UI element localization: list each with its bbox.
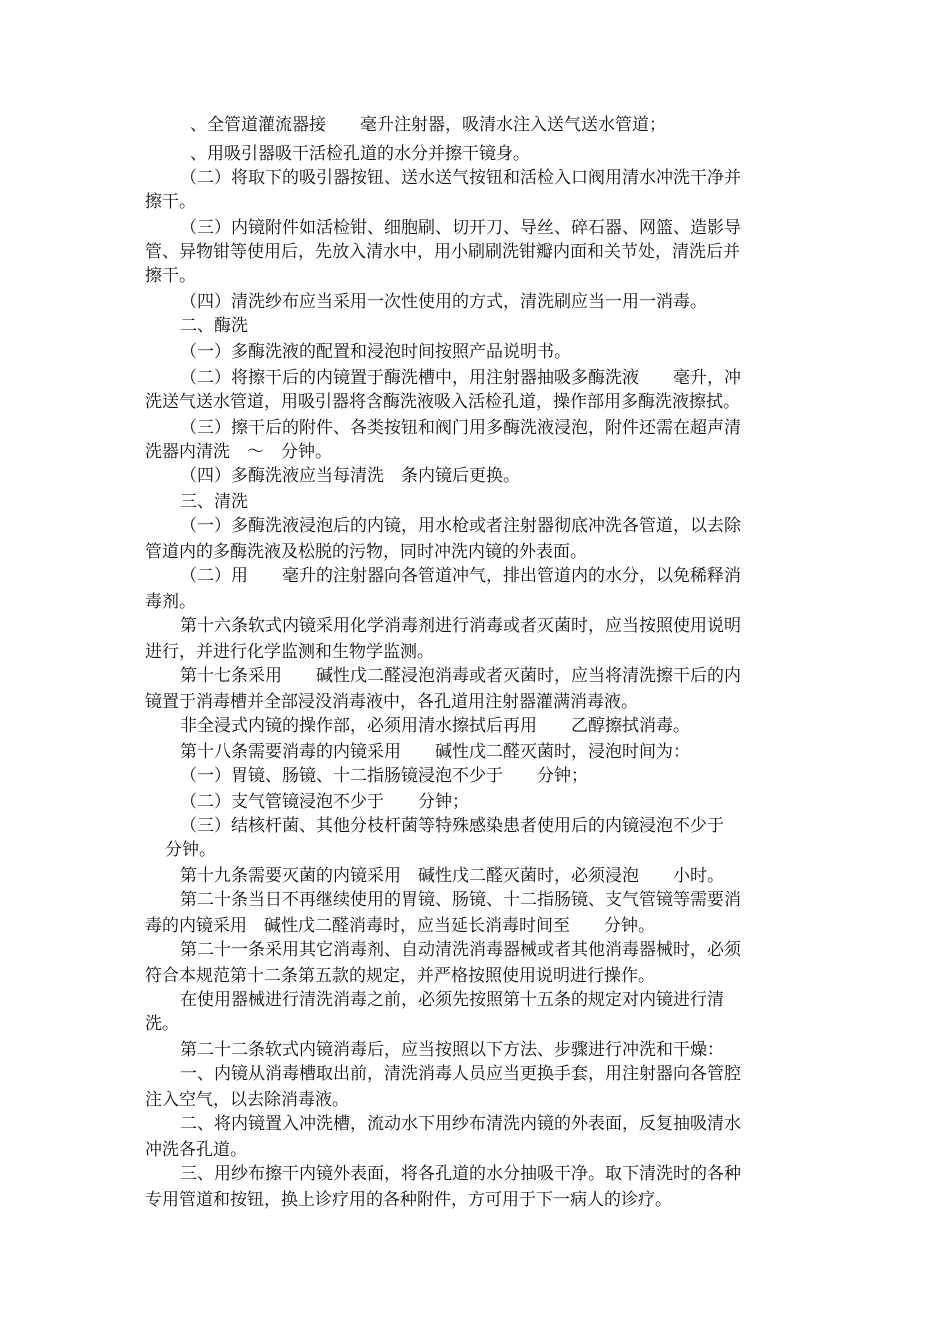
text-line: 、全管道灌流器接 毫升注射器，吸清水注入送气送水管道； — [190, 115, 666, 135]
article-line: 第二十一条采用其它消毒剂、自动清洗消毒器械或者其他消毒器械时，必须 — [180, 940, 741, 960]
text-line: 三、用纱布擦干内镜外表面，将各孔道的水分抽吸干净。取下清洗时的各种 — [180, 1164, 741, 1184]
text-line: 二、将内镜置入冲洗槽，流动水下用纱布清洗内镜的外表面，反复抽吸清水 — [180, 1114, 741, 1134]
text-line: （三）擦干后的附件、各类按钮和阀门用多酶洗液浸泡，附件还需在超声清 — [180, 418, 741, 438]
text-line: 擦干。 — [145, 266, 196, 286]
text-line: 、用吸引器吸干活检孔道的水分并擦干镜身。 — [190, 144, 530, 164]
text-line: 毒剂。 — [145, 592, 196, 612]
text-line: 分钟。 — [165, 840, 216, 860]
text-line: （一）胃镜、肠镜、十二指肠镜浸泡不少于 分钟； — [180, 766, 588, 786]
text-line: （四）多酶洗液应当每清洗 条内镜后更换。 — [180, 466, 520, 486]
text-line: （三）结核杆菌、其他分枝杆菌等特殊感染患者使用后的内镜浸泡不少于 — [180, 816, 724, 836]
article-line: 第十七条采用 碱性戊二醛浸泡消毒或者灭菌时，应当将清洗擦干后的内 — [180, 666, 741, 686]
text-line: 镜置于消毒槽并全部浸没消毒液中，各孔道用注射器灌满消毒液。 — [145, 692, 638, 712]
text-line: 在使用器械进行清洗消毒之前，必须先按照第十五条的规定对内镜进行清 — [180, 990, 724, 1010]
text-line: （二）将取下的吸引器按钮、送水送气按钮和活检入口阀用清水冲洗干净并 — [180, 168, 741, 188]
text-line: （二）用 毫升的注射器向各管道冲气，排出管道内的水分，以免稀释消 — [180, 566, 741, 586]
text-line: 洗。 — [145, 1014, 179, 1034]
text-line: 进行，并进行化学监测和生物学监测。 — [145, 642, 434, 662]
text-line: （一）多酶洗液浸泡后的内镜，用水枪或者注射器彻底冲洗各管道，以去除 — [180, 516, 741, 536]
text-line: 冲洗各孔道。 — [145, 1140, 247, 1160]
text-line: 管道内的多酶洗液及松脱的污物，同时冲洗内镜的外表面。 — [145, 542, 587, 562]
text-line: 专用管道和按钮，换上诊疗用的各种附件，方可用于下一病人的诊疗。 — [145, 1190, 672, 1210]
text-line: 非全浸式内镜的操作部，必须用清水擦拭后再用 乙醇擦拭消毒。 — [180, 716, 690, 736]
section-heading: 三、清洗 — [180, 492, 248, 512]
text-line: 一、内镜从消毒槽取出前，清洗消毒人员应当更换手套，用注射器向各管腔 — [180, 1064, 741, 1084]
text-line: （三）内镜附件如活检钳、细胞刷、切开刀、导丝、碎石器、网篮、造影导 — [180, 218, 741, 238]
section-heading: 二、酶洗 — [180, 316, 248, 336]
text-line: （二）将擦干后的内镜置于酶洗槽中，用注射器抽吸多酶洗液 毫升，冲 — [180, 368, 741, 388]
text-line: 擦干。 — [145, 192, 196, 212]
text-line: 注入空气，以去除消毒液。 — [145, 1090, 349, 1110]
text-line: 毒的内镜采用 碱性戊二醛消毒时，应当延长消毒时间至 分钟。 — [145, 916, 655, 936]
article-line: 第二十条当日不再继续使用的胃镜、肠镜、十二指肠镜、支气管镜等需要消 — [180, 890, 741, 910]
text-line: （四）清洗纱布应当采用一次性使用的方式，清洗刷应当一用一消毒。 — [180, 292, 707, 312]
text-line: 符合本规范第十二条第五款的规定，并严格按照使用说明进行操作。 — [145, 966, 655, 986]
article-line: 第十九条需要灭菌的内镜采用 碱性戊二醛灭菌时，必须浸泡 小时。 — [180, 866, 724, 886]
article-line: 第十八条需要消毒的内镜采用 碱性戊二醛灭菌时，浸泡时间为： — [180, 742, 690, 762]
text-line: （一）多酶洗液的配置和浸泡时间按照产品说明书。 — [180, 342, 571, 362]
article-line: 第十六条软式内镜采用化学消毒剂进行消毒或者灭菌时，应当按照使用说明 — [180, 616, 741, 636]
text-line: 洗送气送水管道，用吸引器将含酶洗液吸入活检孔道，操作部用多酶洗液擦拭。 — [145, 392, 740, 412]
article-line: 第二十二条软式内镜消毒后，应当按照以下方法、步骤进行冲洗和干燥： — [180, 1040, 724, 1060]
text-line: 洗器内清洗 ～ 分钟。 — [145, 442, 332, 462]
text-line: 管、异物钳等使用后，先放入清水中，用小刷刷洗钳瓣内面和关节处，清洗后并 — [145, 242, 740, 262]
text-line: （二）支气管镜浸泡不少于 分钟； — [180, 792, 469, 812]
